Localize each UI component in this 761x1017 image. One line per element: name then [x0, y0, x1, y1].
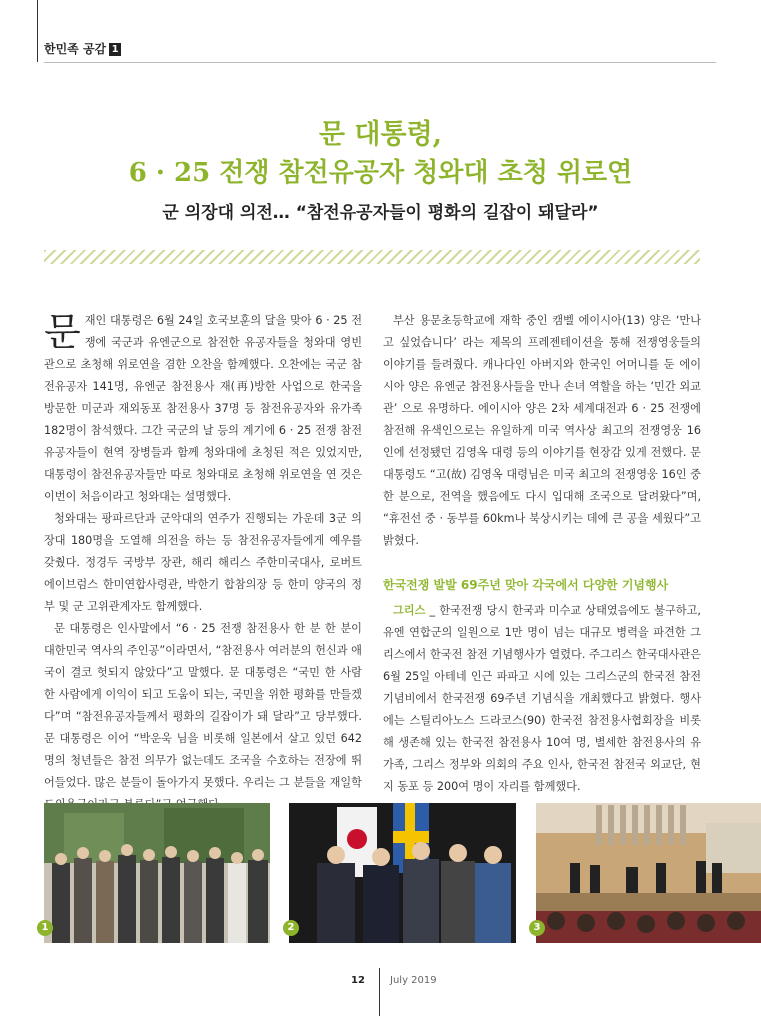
- photo-concert-hall: [536, 803, 761, 943]
- headline-line-2: 6 · 25 전쟁 참전유공자 청와대 초청 위로연: [128, 158, 633, 188]
- subtitle: 군 의장대 의전… “참전유공자들이 평화의 길잡이 돼달라”: [162, 203, 599, 223]
- right-paragraph-1: 부산 용문초등학교에 재학 중인 캠벨 에이시아(13) 양은 ‘만나고 싶었습니다’ 라는 제목의 프레젠테이션을 통해 전쟁영웅들의 이야기를 들려줬다. 캐나다인 아버지와 한국인 어머니를 둔 에이시아 양은 유엔군 참전용사들을 만나 손녀 역할을 하는 ‘민간 외교관’ 으로 유명하다. 에이시아 양은 2차 세계대전과 6 · 25 전쟁에 참전해 유색인으로는 유일하게 미국 역사상 최고의 전쟁영웅 16인에 선정됐던 김영옥 대령 등의 이야기를 현장감 있게 전했다. 문 대통령도 “고(故) 김영옥 대령님은 미국 최고의 전쟁영웅 16인 중 한 분으로, 전역을 했음에도 다시 입대해 조국으로 달려왔다”며, “휴전선 중 · 동부를 60km나 북상시키는 데에 큰 공을 세웠다”고 밝혔다.: [383, 314, 701, 547]
- photo-badge-1: 1: [37, 920, 53, 936]
- photo-badge-3: 3: [529, 920, 545, 936]
- left-paragraph-1: [44, 310, 362, 508]
- photo-veterans-group: [44, 803, 270, 943]
- photo-badge-2: 2: [283, 920, 299, 936]
- section-label: [44, 40, 121, 57]
- section-name: 한민족 공감: [44, 42, 107, 56]
- left-paragraph-1-text: 재인 대통령은 6월 24일 호국보훈의 달을 맞아 6 · 25 전쟁에 국군과 유엔군으로 참전한 유공자들을 청와대 영빈관으로 초청해 위로연을 겸한 오찬을 함께했다. 오찬에는 국군 참전유공자 141명, 유엔군 참전용사 재(再)방한 사업으로 한국을 방문한 미군과 재외동포 참전용사 37명 등 참전유공자와 유가족 182명이 참석했다. 그간 국군의 날 등의 계기에 6 · 25 전쟁 참전유공자들이 현역 장병들과 함께 청와대에 초청된 적은 있었지만, 대통령이 참전유공자들만 따로 청와대로 초청해 위로연을 연 것은 이번이 처음이라고 청와대는 설명했다.: [44, 314, 362, 503]
- section-number: 1: [109, 43, 121, 56]
- right-column: [383, 310, 701, 798]
- right-paragraph-2: [383, 600, 701, 798]
- header-rule: [44, 62, 716, 63]
- left-paragraph-3: 문 대통령은 인사말에서 “6 · 25 전쟁 참전용사 한 분 한 분이 대한민국 역사의 주인공”이라면서, “참전용사 여러분의 헌신과 애국이 결코 헛되지 않았다”고 말했다. 문 대통령은 “국민 한 사람 한 사람에게 이익이 되고 도움이 되는, 국민을 위한 평화를 만들겠다”며 “참전유공자들께서 평화의 길잡이가 돼 달라”고 당부했다. 문 대통령은 이어 “박운욱 님을 비롯해 일본에서 살고 있던 642명의 청년들은 참전 의무가 없는데도 조국을 수호하는 전장에 뛰어들었다. 많은 분들이 돌아가지 못했다. 우리는 그 분들을 재일학: [44, 622, 362, 789]
- right-paragraph-2-text: _ 한국전쟁 당시 한국과 미수교 상태였음에도 불구하고, 유엔 연합군의 일원으로 1만 명이 넘는 대규모 병력을 파견한 그리스에서 한국전 참전 기념행사가 열렸다. 주그리스 한국대사관은 6월 25일 아테네 인근 파파고 시에 있는 그리스군의 한국전 참전 기념비에서 한국전쟁 69주년 기념식을 개최했다고 밝혔다. 행사에는 스틸리아노스 드라코스(90) 한국전 참전용사협회장을 비롯해 생존해 있는 한국전 참전용사 10여 명, 별세한 참전용사의 유가족, 그리스 정부와 의회의 주요 인사, 한국전 참전국 외교단, 현지 동포 등 200여 명이 자리를 함께했다.: [383, 604, 701, 793]
- left-column: [44, 310, 362, 816]
- page-number: 12: [351, 975, 365, 986]
- headline-line-1: 문 대통령,: [318, 119, 443, 150]
- left-paragraph-2: 청와대는 팡파르단과 군악대의 연주가 진행되는 가운데 3군 의장대 180명을 도열해 의전을 하는 등 참전유공자들에게 예우를 갖췄다. 정경두 국방부 장관, 해리 해리스 주한미국대사, 로버트 에이브럼스 한미연합사령관, 박한기 합참의장 등 한미 양국의 정부 및 군 고위관계자도 함께했다.: [44, 512, 362, 613]
- dropcap: 문: [44, 310, 81, 354]
- footer-divider: [379, 968, 380, 1016]
- photo-flags-group: [289, 803, 516, 943]
- issue-date: July 2019: [390, 975, 437, 986]
- country-label: 그리스: [393, 604, 426, 617]
- section-subheading: 한국전쟁 발발 69주년 맞아 각국에서 다양한 기념행사: [383, 578, 669, 592]
- decorative-hatch-band: [44, 250, 700, 264]
- header-vertical-line: [37, 0, 38, 62]
